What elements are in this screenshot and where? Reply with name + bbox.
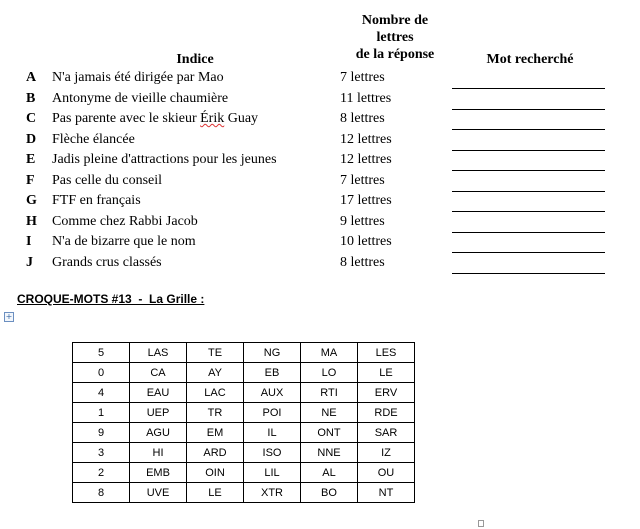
header-indice: Indice (176, 52, 214, 67)
clue-letter: B (26, 90, 36, 106)
clue-row (0, 254, 640, 274)
grid-row (73, 343, 415, 363)
grid-row (73, 403, 415, 423)
grid-cell: RDE (358, 403, 415, 423)
grid-row-number: 4 (73, 383, 130, 403)
clue-text: Antonyme de vieille chaumière (52, 90, 229, 106)
grid-cell: LIL (244, 463, 301, 483)
clue-letter-count: 11 lettres (340, 90, 392, 106)
grid-cell: AGU (130, 423, 187, 443)
clue-row (0, 172, 640, 192)
clue-row (0, 151, 640, 171)
grid-row (73, 363, 415, 383)
grid-row (73, 463, 415, 483)
grid-cell: IL (244, 423, 301, 443)
clue-text-part: Pas parente avec le skieur (52, 111, 201, 126)
grid-cell: OU (358, 463, 415, 483)
grid-cell: SAR (358, 423, 415, 443)
grid-cell: NNE (301, 443, 358, 463)
clue-text: Grands crus classés (52, 254, 162, 270)
grid-row-number: 2 (73, 463, 130, 483)
clue-letter: G (26, 193, 37, 208)
clue-letter-count: 7 lettres (340, 172, 385, 188)
clue-text (52, 110, 258, 128)
grid-cell: NT (358, 483, 415, 503)
grid-row-number: 1 (73, 403, 130, 423)
clue-text: N'a jamais été dirigée par Mao (52, 70, 224, 85)
grid-cell: HI (130, 443, 187, 463)
paragraph-mark-icon (478, 520, 484, 527)
clue-text: N'a de bizarre que le nom (52, 234, 196, 249)
grid-cell: POI (244, 403, 301, 423)
grid-cell: TR (187, 403, 244, 423)
spellcheck-word: Érik (200, 111, 225, 126)
grid-cell: LES (358, 343, 415, 363)
grid-cell: ISO (244, 443, 301, 463)
clue-row (0, 69, 640, 89)
grid-cell: AL (301, 463, 358, 483)
clue-text: Flèche élancée (52, 131, 135, 147)
clue-letter-count: 8 lettres (340, 254, 385, 270)
grid-title: CROQUE-MOTS #13 - La Grille : (17, 292, 205, 306)
grid-cell: TE (187, 343, 244, 363)
clue-letter-count: 17 lettres (340, 193, 392, 208)
grid-cell: IZ (358, 443, 415, 463)
clue-row (0, 233, 640, 253)
grid-cell: EAU (130, 383, 187, 403)
clue-text: Jadis pleine d'attractions pour les jeunes (52, 152, 277, 167)
clue-letter: H (26, 213, 37, 229)
grid-cell: OIN (187, 463, 244, 483)
clue-row (0, 213, 640, 233)
grid-cell: UVE (130, 483, 187, 503)
grid-cell: ONT (301, 423, 358, 443)
clue-letter-count: 12 lettres (340, 152, 392, 167)
clue-letter: D (26, 131, 37, 147)
grid-row-number: 0 (73, 363, 130, 383)
clue-text: Comme chez Rabbi Jacob (52, 213, 198, 229)
clue-row (0, 131, 640, 151)
clue-letter-count: 9 lettres (340, 213, 385, 229)
table-move-handle-icon[interactable]: + (5, 312, 13, 321)
clue-letter: A (26, 70, 37, 85)
grid-cell: LE (358, 363, 415, 383)
grid-cell: UEP (130, 403, 187, 423)
grid-row (73, 423, 415, 443)
clue-row (0, 110, 640, 130)
answer-blank-line[interactable] (452, 273, 605, 274)
grid-row-number: 9 (73, 423, 130, 443)
grid-row (73, 383, 415, 403)
clue-letter: E (26, 152, 36, 167)
grid-cell: EM (187, 423, 244, 443)
clue-letter: C (26, 111, 37, 126)
grid-cell: ERV (358, 383, 415, 403)
grid-cell: AUX (244, 383, 301, 403)
grid-cell: EB (244, 363, 301, 383)
header-mot-recherche: Mot recherché (486, 52, 574, 67)
clue-letter: F (26, 172, 35, 188)
grid-cell: LAS (130, 343, 187, 363)
clue-letter: I (26, 234, 32, 249)
header-nombre-line3: de la réponse (355, 47, 435, 62)
grid-table (72, 342, 415, 503)
grid-cell: ARD (187, 443, 244, 463)
grid-cell: CA (130, 363, 187, 383)
grid-cell: RTI (301, 383, 358, 403)
clue-text: Pas celle du conseil (52, 172, 163, 188)
clue-letter-count: 12 lettres (340, 131, 392, 147)
header-nombre-line1: Nombre de (361, 13, 429, 28)
header-nombre-line2: lettres (376, 30, 414, 45)
clue-letter: J (26, 254, 33, 270)
grid-cell: LE (187, 483, 244, 503)
clue-row (0, 192, 640, 212)
header-nombre-lettres (330, 12, 460, 63)
clue-text-part: Guay (224, 111, 259, 126)
clue-letter-count: 10 lettres (340, 234, 392, 249)
clue-text: FTF en français (52, 193, 141, 208)
clue-row (0, 90, 640, 110)
grid-row-number: 3 (73, 443, 130, 463)
grid-row (73, 443, 415, 463)
clue-letter-count: 7 lettres (340, 70, 385, 85)
grid-cell: AY (187, 363, 244, 383)
grid-cell: XTR (244, 483, 301, 503)
grid-cell: NG (244, 343, 301, 363)
grid-row-number: 5 (73, 343, 130, 363)
grid-cell: EMB (130, 463, 187, 483)
grid-cell: BO (301, 483, 358, 503)
grid-row-number: 8 (73, 483, 130, 503)
grid-cell: LAC (187, 383, 244, 403)
grid-cell: NE (301, 403, 358, 423)
grid-cell: MA (301, 343, 358, 363)
grid-cell: LO (301, 363, 358, 383)
grid-row (73, 483, 415, 503)
clue-letter-count: 8 lettres (340, 111, 385, 126)
